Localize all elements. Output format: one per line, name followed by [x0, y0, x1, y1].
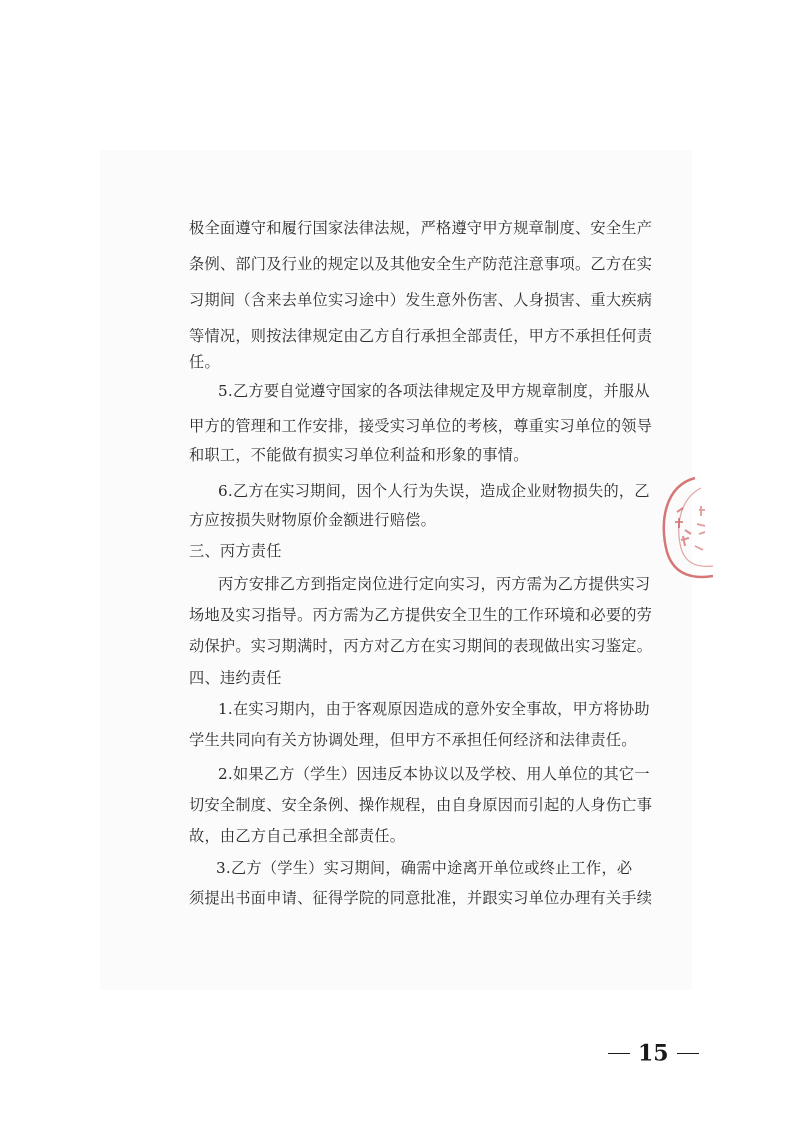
text-line: 和职工，不能做有损实习单位利益和形象的事情。 — [189, 446, 529, 464]
text-line: 丙方安排乙方到指定岗位进行定向实习，丙方需为乙方提供实习 — [218, 575, 651, 593]
text-line: 学生共同向有关方协调处理，但甲方不承担任何经济和法律责任。 — [189, 731, 637, 749]
section-heading: 四、违约责任 — [189, 669, 282, 687]
red-seal-stamp — [655, 472, 713, 584]
section-heading: 三、丙方责任 — [189, 542, 282, 560]
text-line: 极全面遵守和履行国家法律法规，严格遵守甲方规章制度、安全生产 — [189, 219, 653, 237]
text-line: 2.如果乙方（学生）因违反本协议以及学校、用人单位的其它一 — [218, 765, 650, 783]
text-line: 任。 — [189, 353, 220, 371]
text-line: 故，由乙方自己承担全部责任。 — [189, 827, 406, 845]
text-line: 切安全制度、安全条例、操作规程，由自身原因而引起的人身伤亡事 — [189, 796, 653, 814]
text-line: 习期间（含来去单位实习途中）发生意外伤害、人身损害、重大疾病 — [189, 291, 653, 309]
text-line: 须提出书面申请、征得学院的同意批准，并跟实习单位办理有关手续 — [189, 889, 653, 907]
text-line: 等情况，则按法律规定由乙方自行承担全部责任，甲方不承担任何责 — [189, 327, 653, 345]
text-line: 5.乙方要自觉遵守国家的各项法律规定及甲方规章制度，并服从 — [218, 382, 650, 400]
text-line: 动保护。实习期满时，丙方对乙方在实习期间的表现做出实习鉴定。 — [189, 637, 653, 655]
text-line: 3.乙方（学生）实习期间，确需中途离开单位或终止工作，必 — [216, 859, 633, 877]
text-line: 甲方的管理和工作安排，接受实习单位的考核，尊重实习单位的领导 — [189, 417, 653, 435]
text-line: 1.在实习期内，由于客观原因造成的意外安全事故，甲方将协助 — [218, 700, 650, 718]
text-line: 方应按损失财物原价金额进行赔偿。 — [189, 511, 436, 529]
text-line: 条例、部门及行业的规定以及其他安全生产防范注意事项。乙方在实 — [189, 255, 653, 273]
page-number — [600, 1040, 690, 1067]
text-line: 场地及实习指导。丙方需为乙方提供安全卫生的工作环境和必要的劳 — [189, 606, 653, 624]
page-number-value: 15 — [638, 1040, 669, 1067]
text-line: 6.乙方在实习期间，因个人行为失误，造成企业财物损失的，乙 — [218, 482, 650, 500]
